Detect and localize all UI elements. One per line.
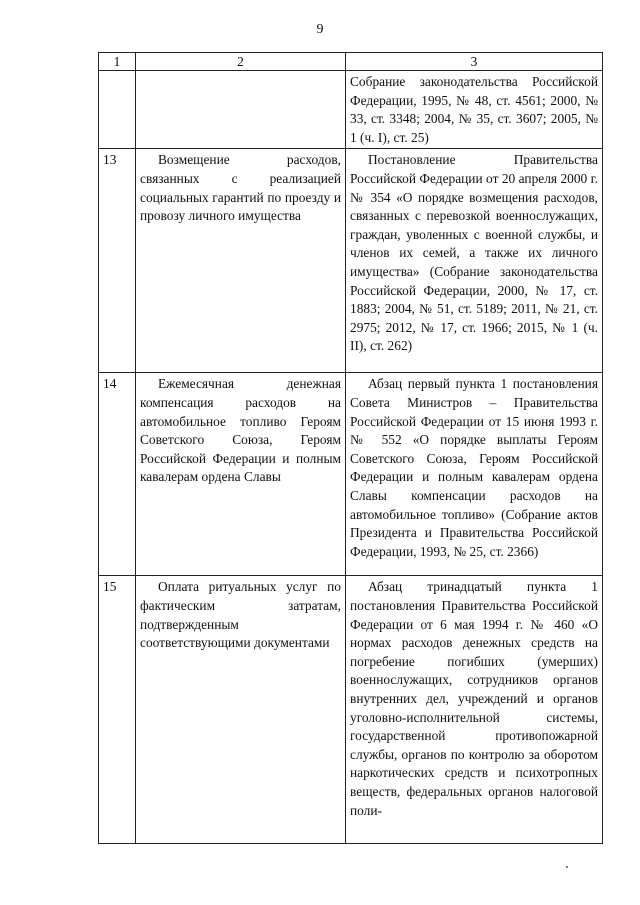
legal-basis: Постановление Правительства Российской Федерации от 20 апреля 2000 г. № 354 «О порядке возмещения расходов, связанных с перевозкой военнослужащих, граждан, уволенных с военной службы, и членов их семей, а также их личного имущества» (Собрание законодательства Российской Федерации, 2000, № 17, ст. 1883; 2004, № 51, ст. 5189; 2011, № 21, ст. 2975; 2012, № 17, ст. 1966; 2015, № 1 (ч. II), ст. 262) [346, 149, 603, 373]
payment-description [136, 71, 346, 149]
document-table [98, 52, 603, 844]
table-header-row [99, 53, 603, 71]
row-number [99, 71, 136, 149]
table-row-14 [99, 373, 603, 576]
row-number: 15 [99, 576, 136, 844]
page-number: 9 [316, 22, 324, 37]
legal-basis: Абзац первый пункта 1 постановления Совета Министров – Правительства Российской Федерации от 15 июня 1993 г. № 552 «О порядке выплаты Героям Советского Союза, Героям Российской Федерации и полным кавалерам ордена Славы компенсации расходов на автомобильное топливо» (Собрание актов Президента и Правительства Российской Федерации, 1993, № 25, ст. 2366) [346, 373, 603, 576]
table-row-continuation [99, 71, 603, 149]
table-row-15 [99, 576, 603, 844]
column-header-3: 3 [346, 53, 603, 71]
payment-description: Оплата ритуальных услуг по фактическим затратам, подтвержденным соответствующими документами [136, 576, 346, 844]
legal-basis: Абзац тринадцатый пункта 1 постановления Правительства Российской Федерации от 6 мая 1994 г. № 460 «О нормах расходов денежных средств на погребение погибших (умерших) военнослужащих, сотрудников органов внутренних дел, учреждений и органов уголовно-исполнительной системы, государственной противопожарной службы, органов по контролю за оборотом наркотических средств и психотропных веществ, федеральных органов налоговой поли- [346, 576, 603, 844]
scan-speck [566, 866, 568, 868]
table-row-13 [99, 149, 603, 373]
row-number: 14 [99, 373, 136, 576]
column-header-2: 2 [136, 53, 346, 71]
payment-description: Ежемесячная денежная компенсация расходов на автомобильное топливо Героям Советского Союза, Героям Российской Федерации и полным кавалерам ордена Славы [136, 373, 346, 576]
row-number: 13 [99, 149, 136, 373]
legal-basis: Собрание законодательства Российской Федерации, 1995, № 48, ст. 4561; 2000, № 33, ст. 3348; 2004, № 35, ст. 3607; 2005, № 1 (ч. I), ст. 25) [346, 71, 603, 149]
column-header-1: 1 [99, 53, 136, 71]
payment-description: Возмещение расходов, связанных с реализацией социальных гарантий по проезду и провозу личного имущества [136, 149, 346, 373]
